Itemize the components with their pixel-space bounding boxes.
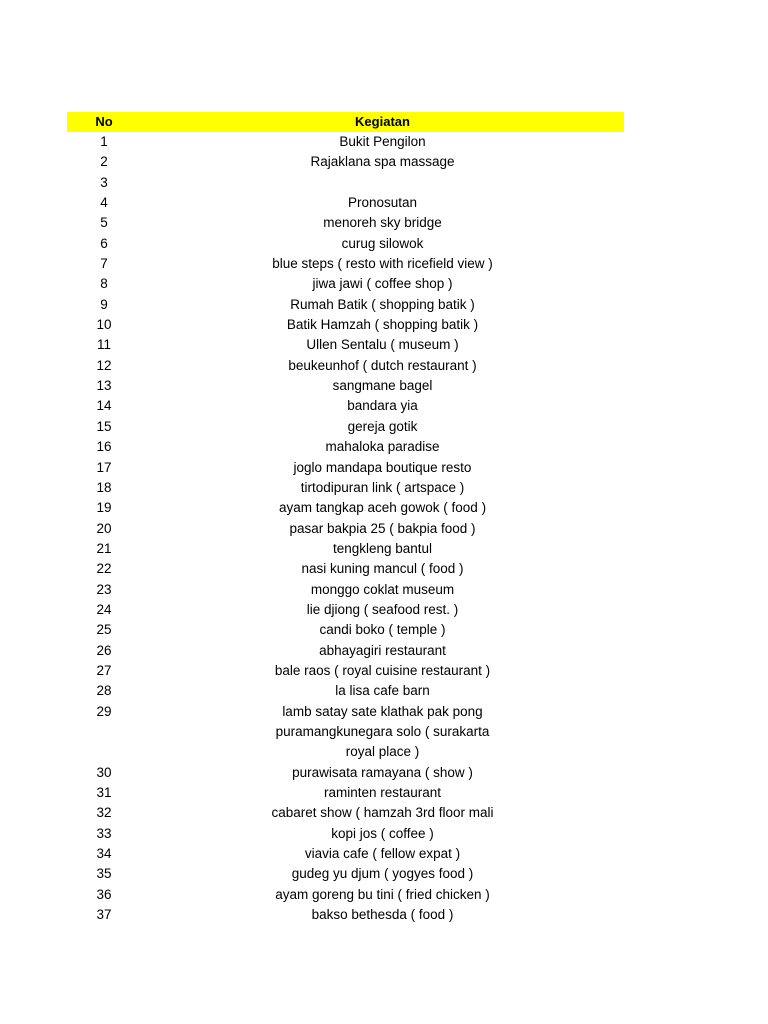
table-row[interactable] <box>67 376 624 396</box>
row-no[interactable]: 13 <box>96 378 112 394</box>
row-activity[interactable] <box>141 702 624 763</box>
table-row[interactable] <box>67 641 624 661</box>
row-no[interactable]: 22 <box>96 561 112 577</box>
table-row[interactable] <box>67 458 624 478</box>
row-activity[interactable]: sangmane bagel <box>332 378 433 394</box>
row-activity[interactable]: purawisata ramayana ( show ) <box>292 764 473 780</box>
row-no[interactable]: 25 <box>96 622 112 638</box>
row-activity[interactable]: tirtodipuran link ( artspace ) <box>300 479 465 495</box>
table-row[interactable] <box>67 315 624 335</box>
row-no[interactable]: 6 <box>100 235 108 251</box>
row-no[interactable]: 7 <box>100 256 108 272</box>
row-no[interactable]: 37 <box>96 907 112 923</box>
row-activity[interactable]: tengkleng bantul <box>332 540 433 556</box>
row-no[interactable]: 1 <box>100 134 108 149</box>
row-activity[interactable]: gudeg yu djum ( yogyes food ) <box>291 866 474 882</box>
table-row[interactable] <box>67 396 624 416</box>
row-activity[interactable]: abhayagiri restaurant <box>319 642 446 658</box>
table-row[interactable] <box>67 885 624 905</box>
row-activity[interactable]: monggo coklat museum <box>310 581 455 597</box>
table-row[interactable] <box>67 356 624 376</box>
table-row[interactable] <box>67 193 624 213</box>
table-row[interactable] <box>67 600 624 620</box>
table-row[interactable] <box>67 763 624 783</box>
row-activity[interactable]: Pronosutan <box>347 195 418 211</box>
row-no[interactable]: 8 <box>100 276 108 292</box>
row-activity-line: royal place ) <box>345 744 420 760</box>
table-row[interactable] <box>67 661 624 681</box>
table-body <box>67 132 624 702</box>
table-row[interactable] <box>67 519 624 539</box>
row-no[interactable]: 19 <box>96 500 112 516</box>
table-body-continued <box>67 763 624 926</box>
table-row[interactable] <box>67 234 624 254</box>
row-activity[interactable] <box>141 173 624 193</box>
row-no[interactable]: 31 <box>96 784 112 800</box>
row-activity[interactable]: joglo mandapa boutique resto <box>293 459 472 475</box>
row-no[interactable]: 23 <box>96 581 112 597</box>
row-no[interactable]: 20 <box>96 520 112 536</box>
row-activity[interactable]: viavia cafe ( fellow expat ) <box>304 846 461 861</box>
row-activity[interactable]: cabaret show ( hamzah 3rd floor mali <box>271 805 494 821</box>
row-no[interactable]: 18 <box>96 479 112 495</box>
table-row[interactable] <box>67 437 624 457</box>
row-no[interactable]: 12 <box>96 357 112 373</box>
row-no[interactable]: 15 <box>96 418 112 434</box>
table-row[interactable] <box>67 702 624 763</box>
row-activity[interactable]: bale raos ( royal cuisine restaurant ) <box>274 662 491 678</box>
table-row[interactable] <box>67 783 624 803</box>
row-activity[interactable]: blue steps ( resto with ricefield view ) <box>272 256 493 272</box>
row-no[interactable]: 24 <box>96 601 112 617</box>
row-no[interactable]: 28 <box>96 683 112 699</box>
table-row[interactable] <box>67 620 624 640</box>
table-row[interactable] <box>67 824 624 844</box>
table-row[interactable] <box>67 132 624 152</box>
row-no[interactable]: 26 <box>96 642 112 658</box>
row-no[interactable]: 14 <box>96 398 112 414</box>
row-activity[interactable]: Rumah Batik ( shopping batik ) <box>290 296 475 312</box>
header-no[interactable]: No <box>95 114 113 129</box>
row-no[interactable]: 27 <box>96 662 112 678</box>
row-activity[interactable]: pasar bakpia 25 ( bakpia food ) <box>289 520 476 536</box>
table-row[interactable] <box>67 335 624 355</box>
row-activity[interactable]: kopi jos ( coffee ) <box>331 825 434 841</box>
table-row[interactable] <box>67 681 624 701</box>
table-row[interactable] <box>67 478 624 498</box>
table-row[interactable] <box>67 864 624 884</box>
table-row[interactable] <box>67 274 624 294</box>
table-row[interactable] <box>67 905 624 925</box>
row-no[interactable]: 17 <box>96 459 112 475</box>
row-no[interactable]: 35 <box>96 866 112 882</box>
row-no[interactable]: 36 <box>96 886 112 902</box>
row-activity[interactable]: mahaloka paradise <box>325 439 440 455</box>
row-no[interactable]: 10 <box>96 317 112 333</box>
table-row[interactable] <box>67 803 624 823</box>
row-activity-line: lamb satay sate klathak pak pong <box>282 703 483 719</box>
activity-table <box>67 112 624 925</box>
row-no[interactable]: 34 <box>96 846 112 861</box>
row-no[interactable]: 4 <box>100 195 108 211</box>
table-row[interactable] <box>67 254 624 274</box>
row-activity[interactable]: jiwa jawi ( coffee shop ) <box>312 276 453 292</box>
table-row[interactable] <box>67 173 624 193</box>
row-no[interactable]: 11 <box>96 337 111 353</box>
table-row[interactable] <box>67 559 624 579</box>
row-activity[interactable]: lie djiong ( seafood rest. ) <box>306 601 459 617</box>
table-row[interactable] <box>67 580 624 600</box>
row-no[interactable]: 3 <box>100 174 108 190</box>
row-activity[interactable]: candi boko ( temple ) <box>319 622 446 638</box>
row-activity[interactable]: bakso bethesda ( food ) <box>311 907 454 923</box>
row-activity-line: puramangkunegara solo ( surakarta <box>275 723 490 739</box>
row-activity[interactable]: menoreh sky bridge <box>323 215 442 231</box>
row-no[interactable]: 29 <box>96 703 112 719</box>
table-row[interactable] <box>67 539 624 559</box>
row-activity[interactable]: ayam tangkap aceh gowok ( food ) <box>278 500 487 516</box>
row-no[interactable]: 9 <box>100 296 108 312</box>
table-row[interactable] <box>67 295 624 315</box>
table-row[interactable] <box>67 498 624 518</box>
table-row[interactable] <box>67 417 624 437</box>
table-header-row <box>67 112 624 132</box>
table-row[interactable] <box>67 152 624 172</box>
row-no[interactable]: 30 <box>96 764 112 780</box>
row-activity[interactable]: Ullen Sentalu ( museum ) <box>306 337 459 353</box>
row-activity[interactable]: Batik Hamzah ( shopping batik ) <box>286 317 479 333</box>
row-activity[interactable]: ayam goreng bu tini ( fried chicken ) <box>275 886 490 902</box>
row-no[interactable]: 2 <box>100 154 108 170</box>
table-row[interactable] <box>67 213 624 233</box>
row-no[interactable]: 5 <box>100 215 108 231</box>
table-row[interactable] <box>67 844 624 864</box>
row-no[interactable]: 32 <box>96 805 112 821</box>
row-activity[interactable]: gereja gotik <box>347 418 418 434</box>
row-activity[interactable]: bandara yia <box>347 398 418 414</box>
row-no[interactable]: 16 <box>96 439 112 455</box>
row-activity[interactable]: Bukit Pengilon <box>339 134 426 149</box>
header-activity[interactable]: Kegiatan <box>355 114 410 129</box>
row-activity[interactable]: nasi kuning mancul ( food ) <box>301 561 464 577</box>
row-activity[interactable]: la lisa cafe barn <box>335 683 430 699</box>
row-activity[interactable]: Rajaklana spa massage <box>310 154 455 170</box>
row-activity[interactable]: curug silowok <box>341 235 424 251</box>
row-activity[interactable]: raminten restaurant <box>323 784 442 800</box>
row-activity[interactable]: beukeunhof ( dutch restaurant ) <box>288 357 477 373</box>
row-no[interactable]: 21 <box>96 540 112 556</box>
row-no[interactable]: 33 <box>96 825 112 841</box>
